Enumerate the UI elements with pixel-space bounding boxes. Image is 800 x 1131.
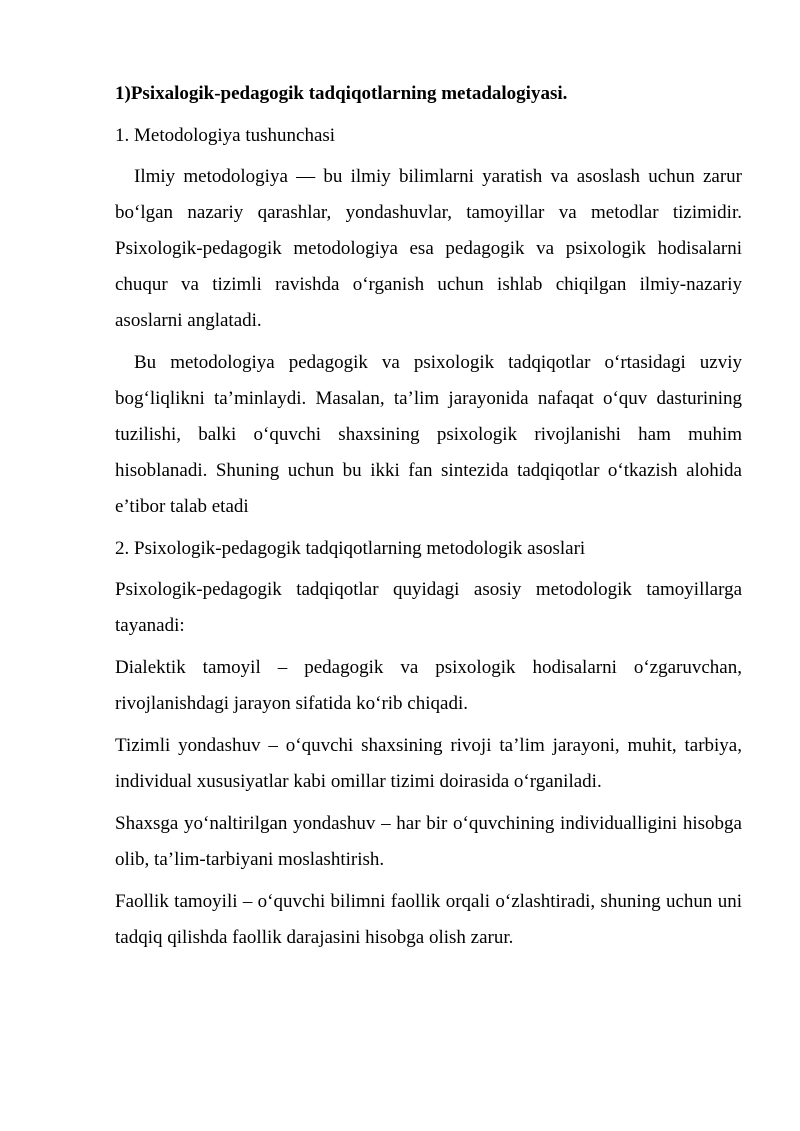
section-2-heading: 2. Psixologik-pedagogik tadqiqotlarning metodologik asoslari (115, 538, 586, 559)
document-page (115, 76, 742, 962)
principle-systemic: Tizimli yondashuv – o‘quvchi shaxsining rivoji ta’lim jarayoni, muhit, tarbiya, individual xususiyatlar kabi omillar tizimi doirasida o‘rganiladi. (115, 735, 742, 792)
section-2-intro: Psixologik-pedagogik tadqiqotlar quyidagi asosiy metodologik tamoyillarga tayanadi: (115, 579, 742, 636)
section-1-paragraph-2: Bu metodologiya pedagogik va psixologik tadqiqotlar o‘rtasidagi uzviy bog‘liqlikni ta’minlaydi. Masalan, ta’lim jarayonida nafaqat o‘quv dasturining tuzilishi, balki o‘quvchi shaxsining psixologik rivojlanishi ham muhim hisoblanadi. Shuning uchun bu ikki fan sintezida tadqiqotlar o‘tkazish alohida e’tibor talab etadi (115, 352, 742, 517)
section-1-paragraph-1: Ilmiy metodologiya — bu ilmiy bilimlarni yaratish va asoslash uchun zarur bo‘lgan nazariy qarashlar, yondashuvlar, tamoyillar va metodlar tizimidir. Psixologik-pedagogik metodologiya esa pedagogik va psixologik hodisalarni chuqur va tizimli ravishda o‘rganish uchun ishlab chiqilgan ilmiy-nazariy asoslarni anglatadi. (115, 166, 742, 331)
principle-dialectic: Dialektik tamoyil – pedagogik va psixologik hodisalarni o‘zgaruvchan, rivojlanishdagi jarayon sifatida ko‘rib chiqadi. (115, 657, 742, 714)
document-title: 1)Psixalogik-pedagogik tadqiqotlarning metadalogiyasi. (115, 83, 568, 104)
principle-activity: Faollik tamoyili – o‘quvchi bilimni faollik orqali o‘zlashtiradi, shuning uchun uni tadqiq qilishda faollik darajasini hisobga olish zarur. (115, 891, 742, 948)
principle-personality-oriented: Shaxsga yo‘naltirilgan yondashuv – har bir o‘quvchining individualligini hisobga olib, ta’lim-tarbiyani moslashtirish. (115, 813, 742, 870)
section-1-heading: 1. Metodologiya tushunchasi (115, 125, 336, 146)
